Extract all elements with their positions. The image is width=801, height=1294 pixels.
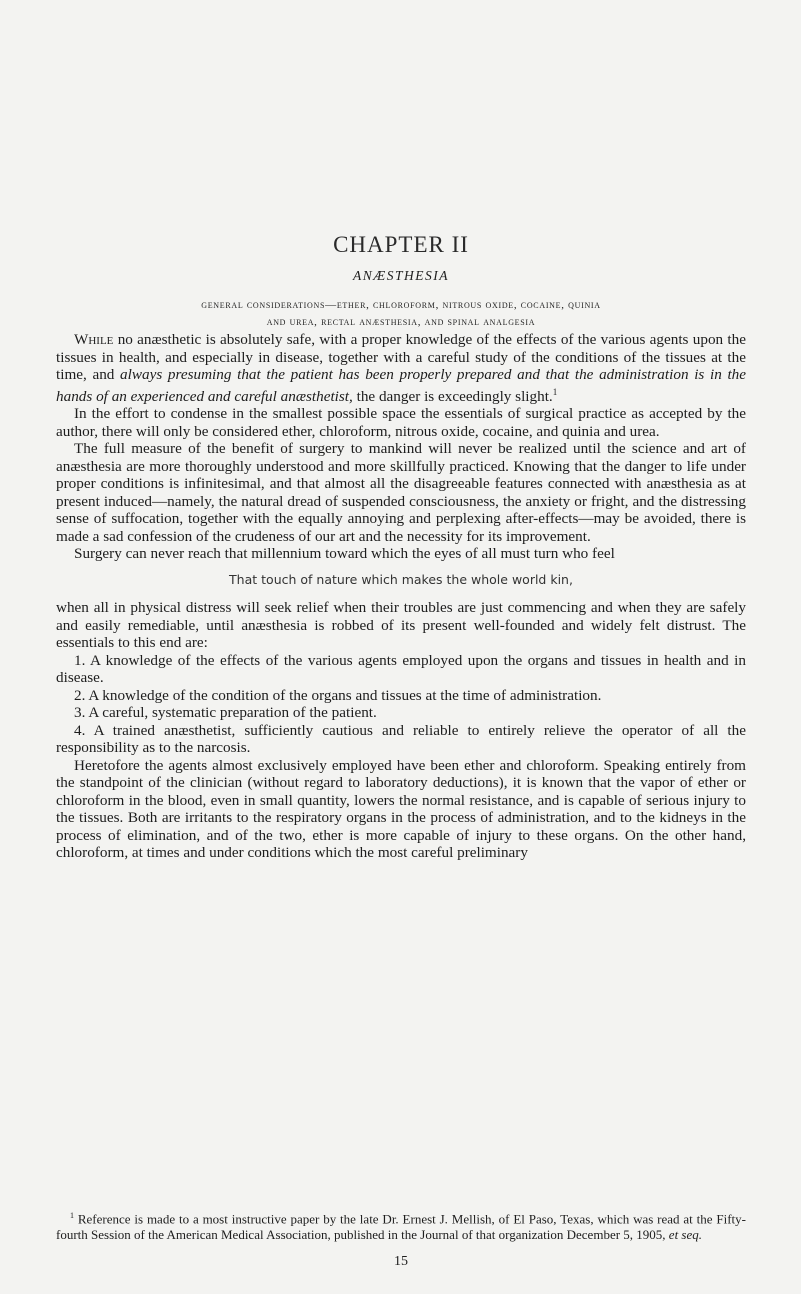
footnote-marker: 1 xyxy=(70,1211,74,1220)
footnote-ref: 1 xyxy=(552,386,558,397)
chapter-subtitle xyxy=(56,297,746,331)
chapter-title: ANÆSTHESIA xyxy=(353,268,449,283)
quotation: That touch of nature which makes the whole world kin, xyxy=(229,571,573,587)
drop-lead-word: While xyxy=(74,331,114,348)
paragraph-2: In the effort to condense in the smallest possible space the essentials of surgical practice as accepted by the author, there will only be considered ether, chloroform, nitrous oxide, cocaine, and quinia and urea. xyxy=(56,405,746,440)
subtitle-line-2: and urea, rectal anæsthesia, and spinal analgesia xyxy=(266,316,536,328)
list-item: 3. A careful, systematic preparation of the patient. xyxy=(74,704,377,722)
paragraph-4: Surgery can never reach that millennium toward which the eyes of all must turn who feel xyxy=(74,545,615,563)
chapter-heading: CHAPTER II xyxy=(333,232,469,257)
list-item: 2. A knowledge of the condition of the organs and tissues at the time of administration. xyxy=(74,686,602,704)
body-text xyxy=(56,331,746,862)
emphasis: always presuming that the patient has been properly prepared and that the administration is in the hands of an experienced and careful anæsthetist, xyxy=(56,366,747,405)
paragraph-6: Heretofore the agents almost exclusively employed have been ether and chloroform. Speaking entirely from the standpoint of the clinician (without regard to laboratory deductions), it is known that the vapor of ether or chloroform in the blood, even in small quantity, lowers the normal resistance, and is capable of serious injury to the tissues. Both are irritants to the respiratory organs in the process of administration, and to the kidneys in the process of elimination, and of the two, ether is more capable of injury to these organs. On the other hand, chloroform, at times and under conditions which the most careful preliminary xyxy=(56,756,746,862)
paragraph-1: While no anæsthetic is absolutely safe, with a proper knowledge of the effects of the various agents upon the tissues in health, and especially in disease, together with a careful study of the conditions of the tissues at the time, and always presuming that the patient has been properly prepared and that the administration is in the hands of an experienced and careful anæsthetist, the danger is exceedingly slight.$^1$ xyxy=(56,331,747,405)
subtitle-line-1: general considerations—ether, chloroform, nitrous oxide, cocaine, quinia xyxy=(201,299,601,311)
paragraph-3: The full measure of the benefit of surgery to mankind will never be realized until the science and art of anæsthesia are more thoroughly understood and more skillfully practiced. Knowing that the danger to life under proper conditions is infinitesimal, and that almost all the disagreeable features connected with anæsthesia as at present induced—namely, the natural dread of suspended consciousness, the anxiety or fright, and the distressing sense of suffocation, together with the equally annoying and perplexing after-effects—may be avoided, there is made a sad confession of the crudeness of our art and the necessity for its improvement. xyxy=(56,440,746,545)
page-number: 15 xyxy=(394,1254,408,1269)
list-item: 4. A trained anæsthetist, sufficiently cautious and reliable to entirely relieve the operator of all the responsibility as to the narcosis. xyxy=(56,721,746,757)
list-item: 1. A knowledge of the effects of the various agents employed upon the organs and tissues in health and in disease. xyxy=(56,651,746,687)
paragraph-5: when all in physical distress will seek relief when their troubles are just commencing and when they are safely and easily remediable, until anæsthesia is robbed of its present well-founded and widely felt distrust. The essentials to this end are: xyxy=(56,599,746,652)
footnote: $^1$ Reference is made to a most instructive paper by the late Dr. Ernest J. Mellish, of El Paso, Texas, which was read at the Fifty-fourth Session of the American Medical Association, published in the Journal of that organization December 5, 1905, et seq. xyxy=(56,1211,746,1242)
